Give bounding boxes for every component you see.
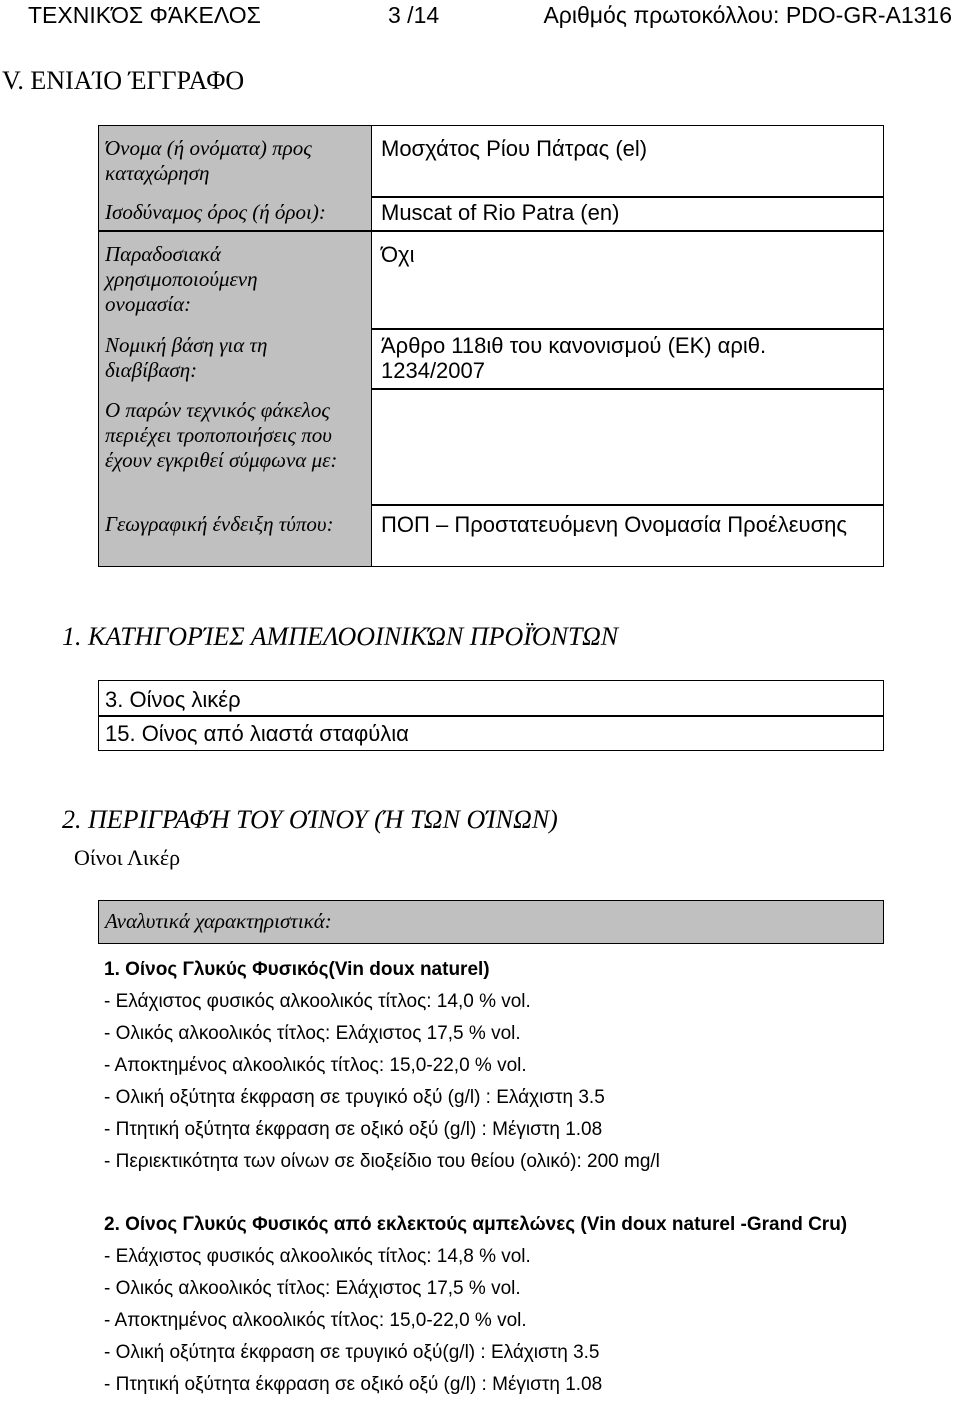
value-traditional-name: Όχι — [381, 242, 415, 267]
categories-box — [98, 680, 884, 751]
single-document-table — [98, 125, 884, 567]
wine-1-line: - Περιεκτικότητα των οίνων σε διοξείδιο του θείου (ολικό): 200 mg/l — [104, 1151, 660, 1172]
protocol-number: Αριθμός πρωτοκόλλου: PDO-GR-A1316 — [543, 2, 952, 28]
wine-2-line: - Ολικός αλκοολικός τίτλος: Ελάχιστος 17,5 % vol. — [104, 1278, 521, 1299]
wine-1-line: - Ολική οξύτητα έκφραση σε τρυγικό οξύ (g/l) : Ελάχιστη 3.5 — [104, 1087, 605, 1108]
wine-2-line: - Ελάχιστος φυσικός αλκοολικός τίτλος: 14,8 % vol. — [104, 1246, 531, 1267]
wine-1-line: - Αποκτημένος αλκοολικός τίτλος: 15,0-22,0 % vol. — [104, 1055, 527, 1076]
section-1-title: 1. ΚΑΤΗΓΟΡΊΕΣ ΑΜΠΕΛΟΟΙΝΙΚΏΝ ΠΡΟΪΌΝΤΩΝ — [62, 622, 619, 651]
row-divider — [99, 230, 883, 232]
header-left: ΤΕΧΝΙΚΌΣ ΦΆΚΕΛΟΣ — [28, 2, 261, 28]
page-number: 3 /14 — [388, 2, 440, 28]
section-2-title: 2. ΠΕΡΙΓΡΑΦΉ ΤΟΥ ΟΊΝΟΥ (Ή ΤΩΝ ΟΊΝΩΝ) — [62, 805, 558, 834]
wine-2-line: - Αποκτημένος αλκοολικός τίτλος: 15,0-22,0 % vol. — [104, 1310, 527, 1331]
label-name: Όνομα (ή ονόματα) προς καταχώρηση — [105, 136, 312, 185]
label-amendments: Ο παρών τεχνικός φάκελος περιέχει τροποποιήσεις που έχουν εγκριθεί σύμφωνα με: — [105, 398, 338, 472]
section-v-title: V. ΕΝΙΑΊΟ ΈΓΓΡΑΦΟ — [2, 66, 245, 95]
category-divider — [99, 715, 883, 717]
label-traditional-name: Παραδοσιακά χρησιμοποιούμενη ονομασία: — [105, 242, 258, 316]
label-equivalent-term: Ισοδύναμος όρος (ή όροι): — [105, 200, 326, 224]
row-divider — [372, 388, 883, 390]
wine-1-line: - Ελάχιστος φυσικός αλκοολικός τίτλος: 14,0 % vol. — [104, 991, 531, 1012]
row-divider — [372, 504, 883, 506]
category-item: 3. Οίνος λικέρ — [105, 687, 241, 712]
label-geographical-indication: Γεωγραφική ένδειξη τύπου: — [105, 512, 334, 536]
value-geographical-indication: ΠΟΠ – Προστατευόμενη Ονομασία Προέλευσης — [381, 512, 847, 537]
analytics-bar — [98, 900, 884, 944]
row-divider — [372, 196, 883, 198]
wine-2-heading: 2. Οίνος Γλυκύς Φυσικός από εκλεκτούς αμπελώνες (Vin doux naturel -Grand Cru) — [104, 1214, 848, 1235]
section-2-subtitle: Οίνοι Λικέρ — [74, 845, 181, 870]
value-legal-basis: Άρθρο 118ιθ του κανονισμού (ΕΚ) αριθ. 1234/2007 — [381, 333, 767, 383]
wine-2-line: - Πτητική οξύτητα έκφραση σε οξικό οξύ (g/l) : Μέγιστη 1.08 — [104, 1374, 603, 1395]
category-item: 15. Οίνος από λιαστά σταφύλια — [105, 721, 409, 746]
label-legal-basis: Νομική βάση για τη διαβίβαση: — [105, 333, 268, 382]
wine-1-line: - Ολικός αλκοολικός τίτλος: Ελάχιστος 17,5 % vol. — [104, 1023, 521, 1044]
analytics-label: Αναλυτικά χαρακτηριστικά: — [105, 909, 332, 933]
wine-2-line: - Ολική οξύτητα έκφραση σε τρυγικό οξύ(g/l) : Ελάχιστη 3.5 — [104, 1342, 600, 1363]
wine-1-line: - Πτητική οξύτητα έκφραση σε οξικό οξύ (g/l) : Μέγιστη 1.08 — [104, 1119, 603, 1140]
wine-1-heading: 1. Οίνος Γλυκύς Φυσικός(Vin doux naturel) — [104, 959, 490, 980]
value-equivalent-term: Muscat of Rio Patra (en) — [381, 200, 620, 225]
value-name: Μοσχάτος Ρίου Πάτρας (el) — [381, 136, 648, 161]
row-divider — [372, 328, 883, 330]
